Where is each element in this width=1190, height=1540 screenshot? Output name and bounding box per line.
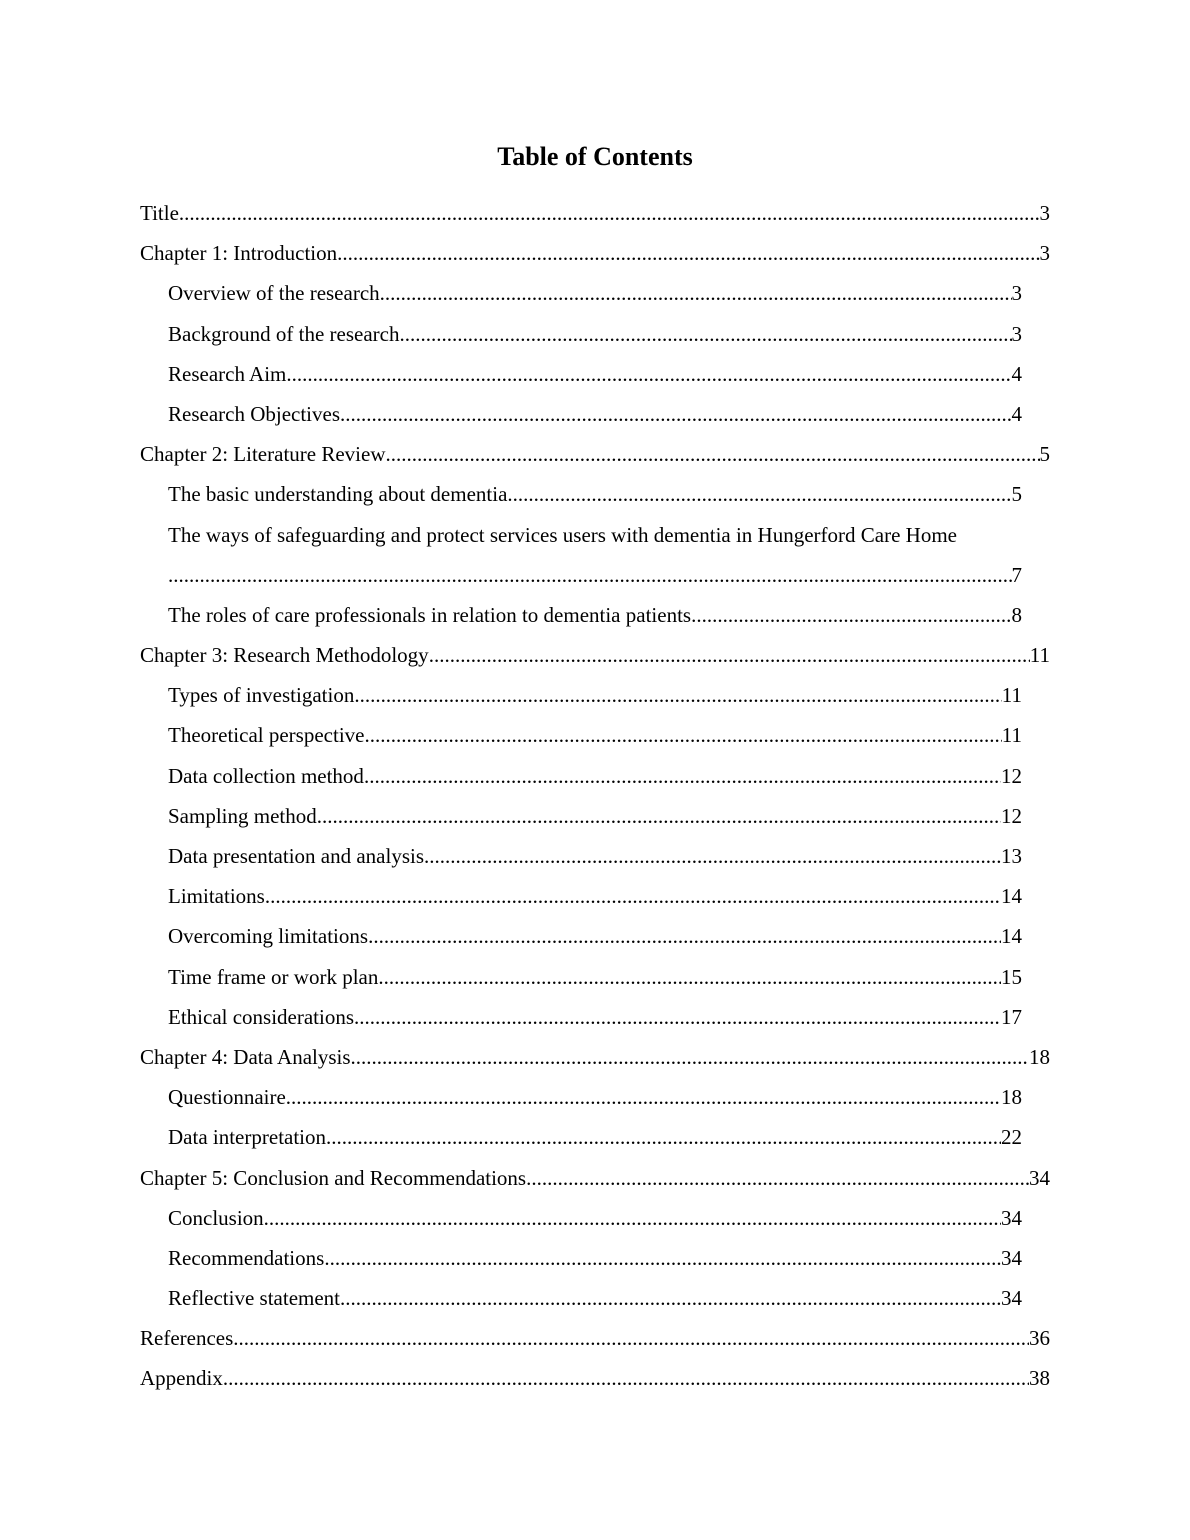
toc-entry-label: Sampling method <box>168 803 317 828</box>
dot-leader <box>265 879 1001 913</box>
toc-list <box>140 196 1050 1402</box>
toc-entry-conclusion[interactable] <box>140 1201 1022 1241</box>
toc-entry-page: 3 <box>1011 281 1022 306</box>
toc-entry-questionnaire[interactable] <box>140 1080 1022 1120</box>
toc-entry-appendix[interactable] <box>140 1361 1050 1401</box>
toc-entry-label: Theoretical perspective <box>168 723 365 748</box>
toc-heading: Table of Contents <box>497 142 693 171</box>
toc-entry-theoretical-perspective[interactable] <box>140 718 1022 758</box>
toc-entry-data-presentation[interactable] <box>140 839 1022 879</box>
toc-entry-chapter-3[interactable] <box>140 638 1050 678</box>
toc-entry-page: 4 <box>1011 361 1022 386</box>
toc-entry-roles-of-care[interactable] <box>140 598 1022 638</box>
toc-entry-types-of-investigation[interactable] <box>140 678 1022 718</box>
toc-entry-background[interactable] <box>140 317 1022 357</box>
toc-entry-label: Chapter 3: Research Methodology <box>140 643 429 668</box>
toc-entry-page: 22 <box>1001 1125 1022 1150</box>
toc-entry-label: The ways of safeguarding and protect services users with dementia in Hungerford Care Home <box>168 522 957 547</box>
toc-entry-page: 14 <box>1001 884 1022 909</box>
toc-entry-label: Time frame or work plan <box>168 964 379 989</box>
toc-entry-title[interactable] <box>140 196 1050 236</box>
toc-entry-continuation <box>168 558 1022 598</box>
toc-entry-page: 38 <box>1029 1366 1050 1391</box>
toc-entry-page: 11 <box>1029 643 1050 668</box>
dot-leader <box>368 919 1001 953</box>
toc-entry-recommendations[interactable] <box>140 1241 1022 1281</box>
toc-entry-label: Chapter 4: Data Analysis <box>140 1044 351 1069</box>
toc-entry-data-interpretation[interactable] <box>140 1120 1022 1160</box>
dot-leader <box>354 1000 1001 1034</box>
dot-leader <box>223 1361 1029 1395</box>
dot-leader <box>380 276 1012 310</box>
toc-entry-label: Overview of the research <box>168 281 380 306</box>
toc-entry-time-frame[interactable] <box>140 960 1022 1000</box>
toc-entry-label: Appendix <box>140 1366 223 1391</box>
toc-entry-page: 18 <box>1001 1085 1022 1110</box>
toc-entry-page: 34 <box>1001 1205 1022 1230</box>
toc-entry-page: 12 <box>1001 803 1022 828</box>
toc-entry-label: Research Aim <box>168 361 287 386</box>
dot-leader <box>691 598 1011 632</box>
toc-entry-label: The roles of care professionals in relation to dementia patients <box>168 602 692 627</box>
toc-entry-limitations[interactable] <box>140 879 1022 919</box>
toc-entry-label: Chapter 1: Introduction <box>140 241 338 266</box>
toc-entry-page: 3 <box>1039 241 1050 266</box>
dot-leader <box>286 357 1011 391</box>
toc-entry-label: References <box>140 1326 234 1351</box>
dot-leader <box>264 1201 1001 1235</box>
toc-entry-data-collection[interactable] <box>140 759 1022 799</box>
toc-entry-research-objectives[interactable] <box>140 397 1022 437</box>
toc-entry-label: The basic understanding about dementia <box>168 482 508 507</box>
toc-entry-page: 17 <box>1001 1004 1022 1029</box>
toc-entry-chapter-2[interactable] <box>140 437 1050 477</box>
toc-entry-label: Data interpretation <box>168 1125 327 1150</box>
toc-entry-basic-understanding[interactable] <box>140 477 1022 517</box>
toc-entry-research-aim[interactable] <box>140 357 1022 397</box>
toc-entry-chapter-1[interactable] <box>140 236 1050 276</box>
toc-entry-label: Chapter 5: Conclusion and Recommendations <box>140 1165 527 1190</box>
toc-entry-page: 13 <box>1001 844 1022 869</box>
toc-entry-label: Research Objectives <box>168 401 341 426</box>
toc-entry-page: 11 <box>1001 683 1022 708</box>
toc-entry-label: Title <box>140 201 179 225</box>
dot-leader <box>324 1241 1001 1275</box>
toc-entry-page: 34 <box>1001 1245 1022 1270</box>
toc-entry-ethical-considerations[interactable] <box>140 1000 1022 1040</box>
toc-entry-label: Questionnaire <box>168 1085 286 1110</box>
toc-entry-page: 4 <box>1011 401 1022 426</box>
toc-entry-reflective-statement[interactable] <box>140 1281 1022 1321</box>
toc-entry-safeguarding[interactable] <box>140 518 1022 598</box>
toc-entry-label: Overcoming limitations <box>168 924 369 949</box>
toc-entry-label: Data presentation and analysis <box>168 844 424 869</box>
toc-entry-label: Background of the research <box>168 321 400 346</box>
toc-entry-label: Reflective statement <box>168 1286 341 1311</box>
toc-entry-references[interactable] <box>140 1321 1050 1361</box>
dot-leader <box>233 1321 1029 1355</box>
dot-leader <box>386 437 1040 471</box>
toc-entry-page: 3 <box>1011 321 1022 346</box>
toc-entry-label: Types of investigation <box>168 683 355 708</box>
dot-leader <box>364 718 1001 752</box>
dot-leader <box>354 678 1001 712</box>
dot-leader <box>378 960 1001 994</box>
dot-leader <box>399 317 1011 351</box>
dot-leader <box>326 1120 1001 1154</box>
toc-entry-overcoming-limitations[interactable] <box>140 919 1022 959</box>
dot-leader <box>168 558 1012 592</box>
toc-entry-page: 36 <box>1029 1326 1050 1351</box>
toc-entry-page: 15 <box>1001 964 1022 989</box>
dot-leader <box>337 236 1039 270</box>
dot-leader <box>340 397 1011 431</box>
dot-leader <box>351 1040 1029 1074</box>
toc-entry-page: 5 <box>1039 442 1050 467</box>
toc-entry-label: Ethical considerations <box>168 1004 355 1029</box>
toc-entry-sampling-method[interactable] <box>140 799 1022 839</box>
dot-leader <box>340 1281 1001 1315</box>
toc-entry-overview[interactable] <box>140 276 1022 316</box>
toc-entry-page: 11 <box>1001 723 1022 748</box>
toc-entry-page: 34 <box>1029 1165 1050 1190</box>
dot-leader <box>317 799 1001 833</box>
toc-entry-page: 8 <box>1011 602 1022 627</box>
toc-entry-page: 3 <box>1039 201 1050 225</box>
toc-entry-page: 14 <box>1001 924 1022 949</box>
toc-entry-page: 12 <box>1001 763 1022 788</box>
toc-entry-label: Recommendations <box>168 1245 325 1270</box>
dot-leader <box>429 638 1030 672</box>
dot-leader <box>286 1080 1001 1114</box>
dot-leader <box>179 196 1040 230</box>
toc-entry-label: Limitations <box>168 884 265 909</box>
dot-leader <box>424 839 1001 873</box>
toc-entry-page: 5 <box>1011 482 1022 507</box>
toc-entry-page: 18 <box>1029 1044 1050 1069</box>
dot-leader <box>526 1161 1029 1195</box>
toc-entry-label: Conclusion <box>168 1205 264 1230</box>
dot-leader <box>364 759 1001 793</box>
toc-entry-page: 34 <box>1001 1286 1022 1311</box>
toc-entry-page: 7 <box>1011 562 1022 587</box>
toc-entry-chapter-4[interactable] <box>140 1040 1050 1080</box>
toc-entry-label: Chapter 2: Literature Review <box>140 442 386 467</box>
toc-entry-label: Data collection method <box>168 763 364 788</box>
toc-entry-chapter-5[interactable] <box>140 1161 1050 1201</box>
dot-leader <box>507 477 1011 511</box>
